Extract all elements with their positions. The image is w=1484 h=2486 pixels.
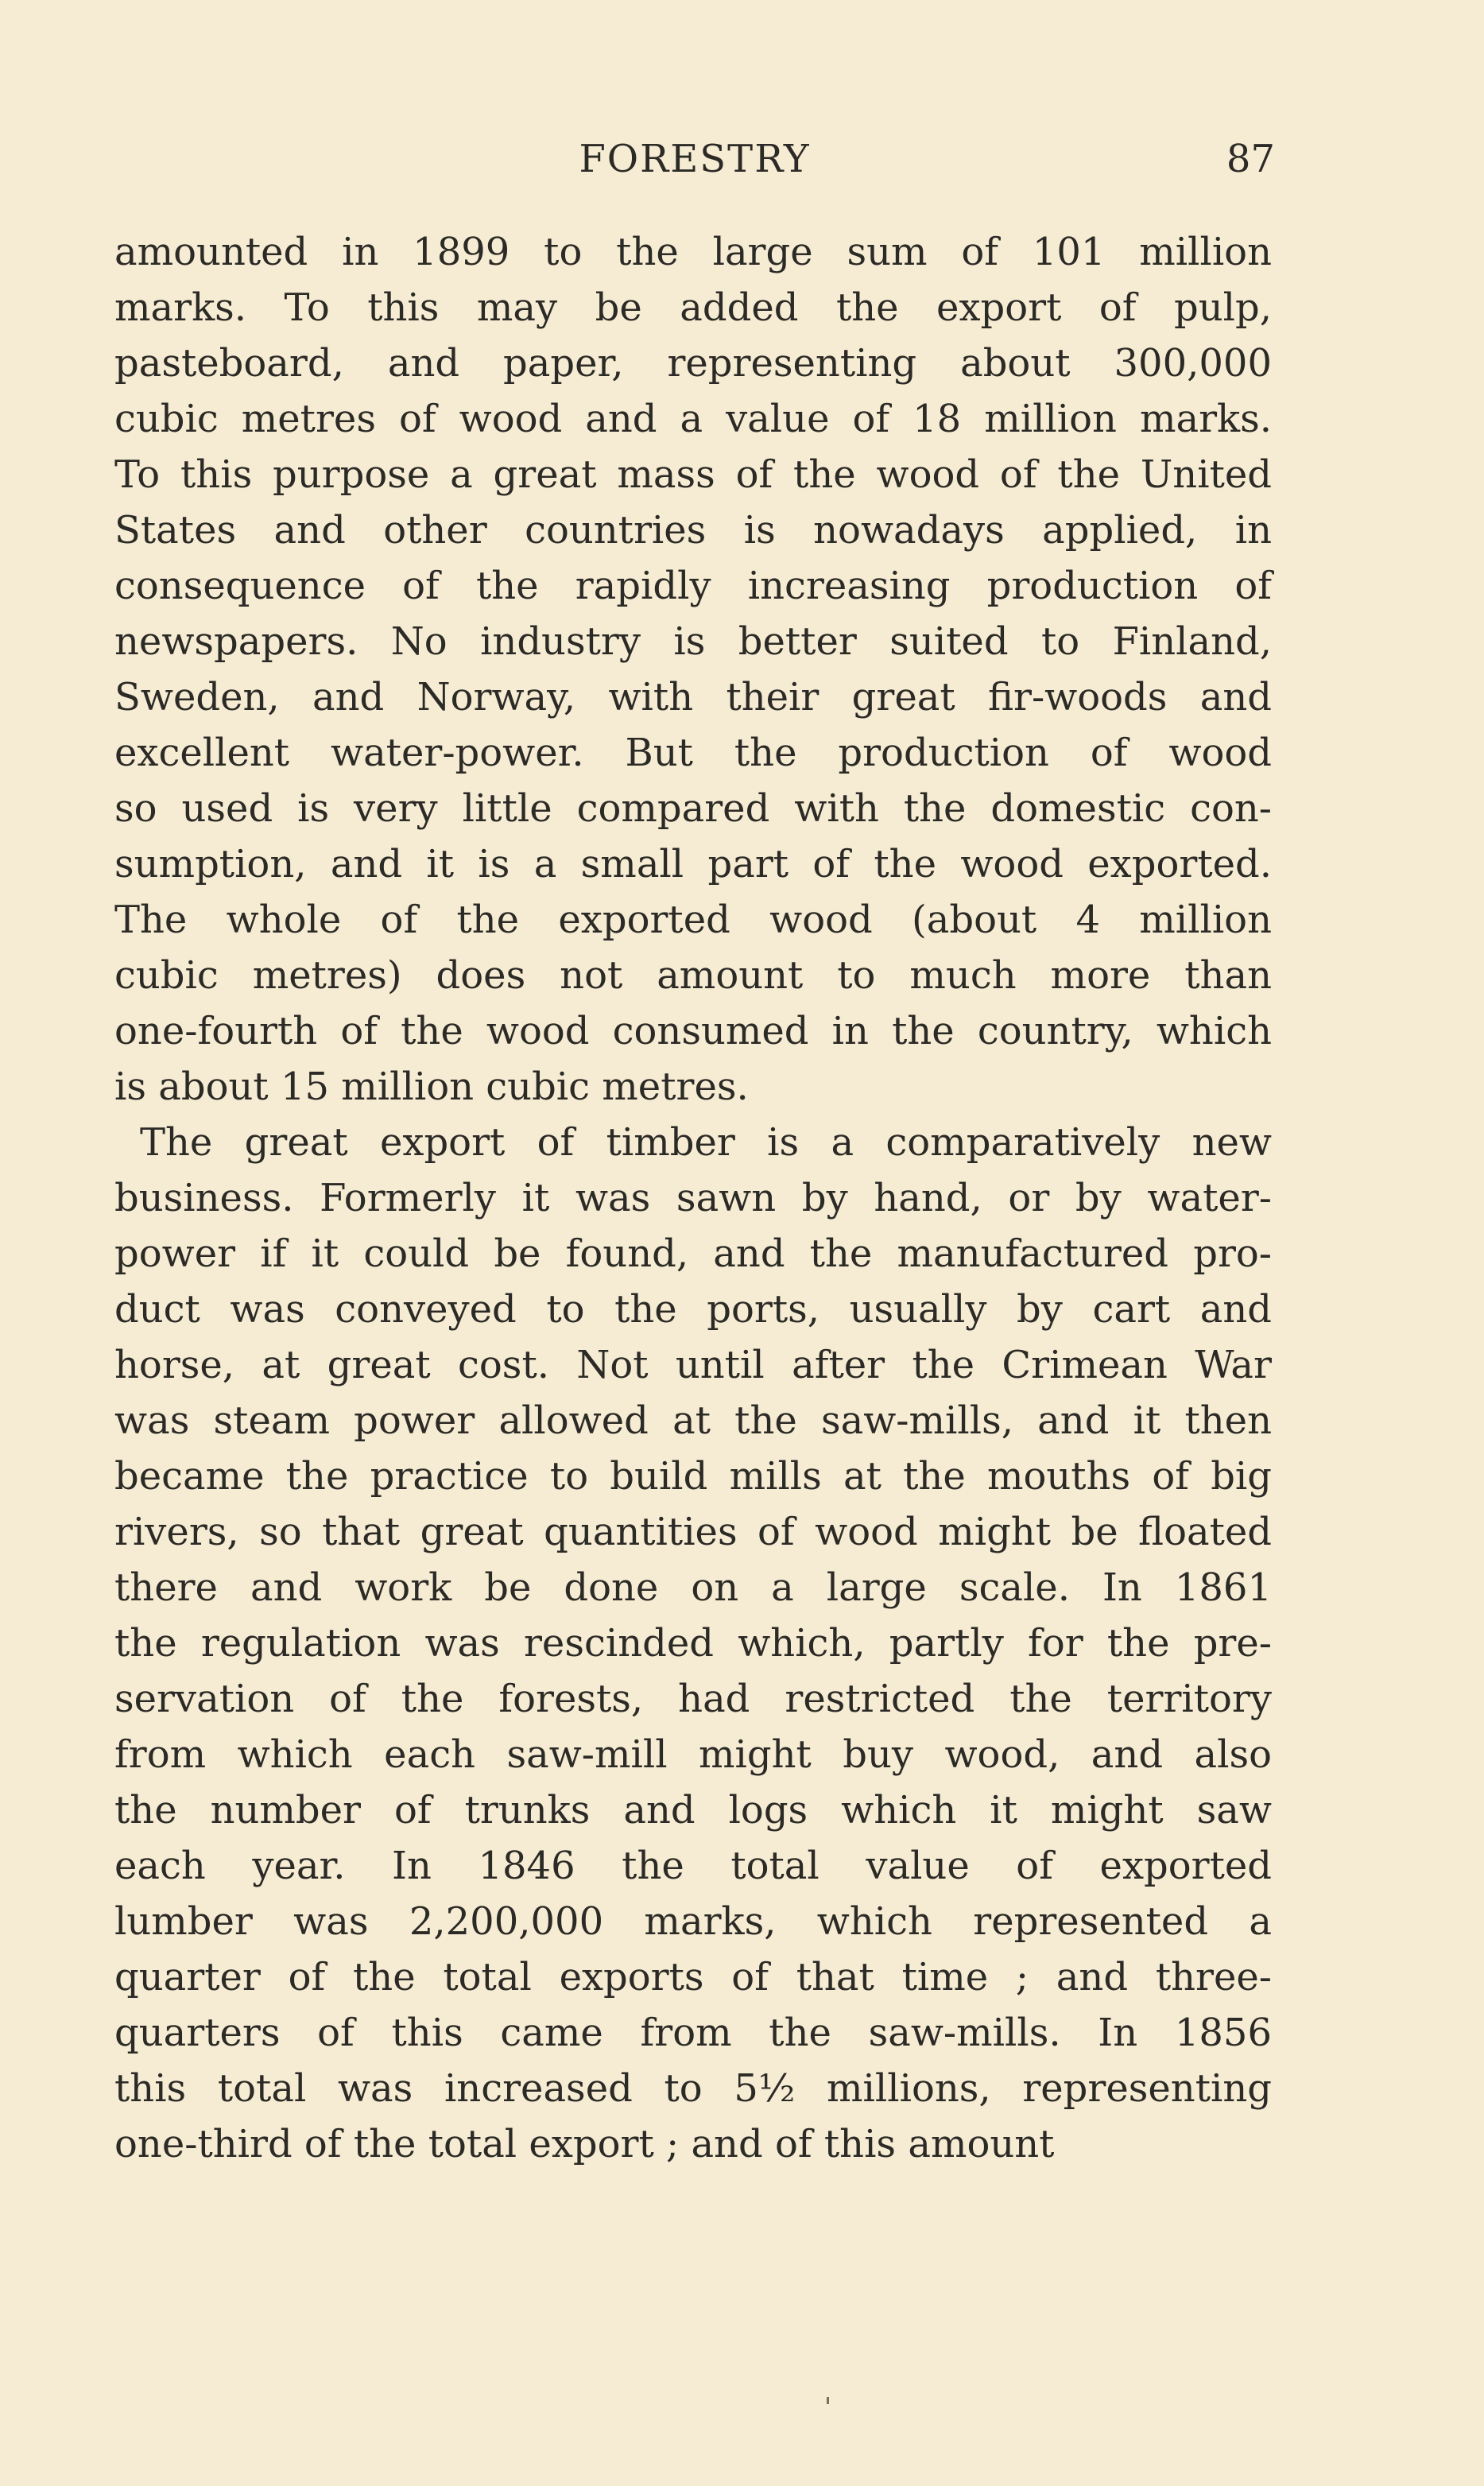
text-line: became the practice to build mills at the mouths of big [114, 1454, 1272, 1499]
text-line: lumber was 2,200,000 marks, which represented a [114, 1899, 1272, 1944]
text-line: rivers, so that great quantities of wood might be floated [114, 1510, 1272, 1554]
text-line: is about 15 million cubic metres. [114, 1065, 749, 1109]
page-speck [827, 2397, 829, 2404]
text-line: consequence of the rapidly increasing production of [114, 564, 1272, 608]
text-line: excellent water-power. But the production of wood [114, 731, 1272, 775]
text-line: each year. In 1846 the total value of exported [114, 1844, 1272, 1888]
text-line: Sweden, and Norway, with their great fir-woods and [114, 675, 1272, 719]
text-line: sumption, and it is a small part of the wood exported. [114, 842, 1272, 886]
text-line: quarters of this came from the saw-mills. In 1856 [114, 2011, 1272, 2055]
text-line: quarter of the total exports of that time ; and three- [114, 1955, 1272, 1999]
text-line: amounted in 1899 to the large sum of 101 million [114, 230, 1272, 274]
text-line: The whole of the exported wood (about 4 million [114, 898, 1272, 942]
text-line: servation of the forests, had restricted the territory [114, 1677, 1272, 1721]
text-line: was steam power allowed at the saw-mills, and it then [114, 1398, 1272, 1443]
text-line: one-fourth of the wood consumed in the country, which [114, 1009, 1272, 1053]
text-line: marks. To this may be added the export of pulp, [114, 285, 1272, 330]
text-line: cubic metres of wood and a value of 18 million marks. [114, 397, 1272, 441]
text-line: The great export of timber is a comparatively new [140, 1120, 1272, 1165]
text-line: from which each saw-mill might buy wood, and also [114, 1732, 1272, 1777]
text-line: so used is very little compared with the domestic con- [114, 786, 1272, 831]
text-line: business. Formerly it was sawn by hand, or by water- [114, 1176, 1272, 1220]
text-line: power if it could be found, and the manufactured pro- [114, 1231, 1272, 1276]
text-line: one-third of the total export ; and of this amount [114, 2122, 1055, 2166]
text-line: States and other countries is nowadays applied, in [114, 508, 1272, 553]
running-head [114, 131, 1275, 187]
paragraph [114, 1115, 1272, 2172]
paragraph [114, 224, 1272, 1115]
text-line: duct was conveyed to the ports, usually by cart and [114, 1287, 1272, 1332]
text-line: the number of trunks and logs which it might saw [114, 1788, 1272, 1833]
text-line: To this purpose a great mass of the wood of the United [114, 452, 1272, 497]
text-line: there and work be done on a large scale. In 1861 [114, 1565, 1272, 1610]
text-line: cubic metres) does not amount to much more than [114, 953, 1272, 998]
page-number: 87 [1226, 137, 1275, 181]
text-line: this total was increased to 5½ millions, representing [114, 2066, 1272, 2111]
body-text [114, 224, 1272, 2172]
text-line: pasteboard, and paper, representing about 300,000 [114, 341, 1272, 386]
running-title: FORESTRY [579, 137, 811, 181]
text-line: newspapers. No industry is better suited to Finland, [114, 619, 1272, 664]
text-line: horse, at great cost. Not until after the Crimean War [114, 1343, 1272, 1387]
text-line: the regulation was rescinded which, partly for the pre- [114, 1621, 1272, 1666]
